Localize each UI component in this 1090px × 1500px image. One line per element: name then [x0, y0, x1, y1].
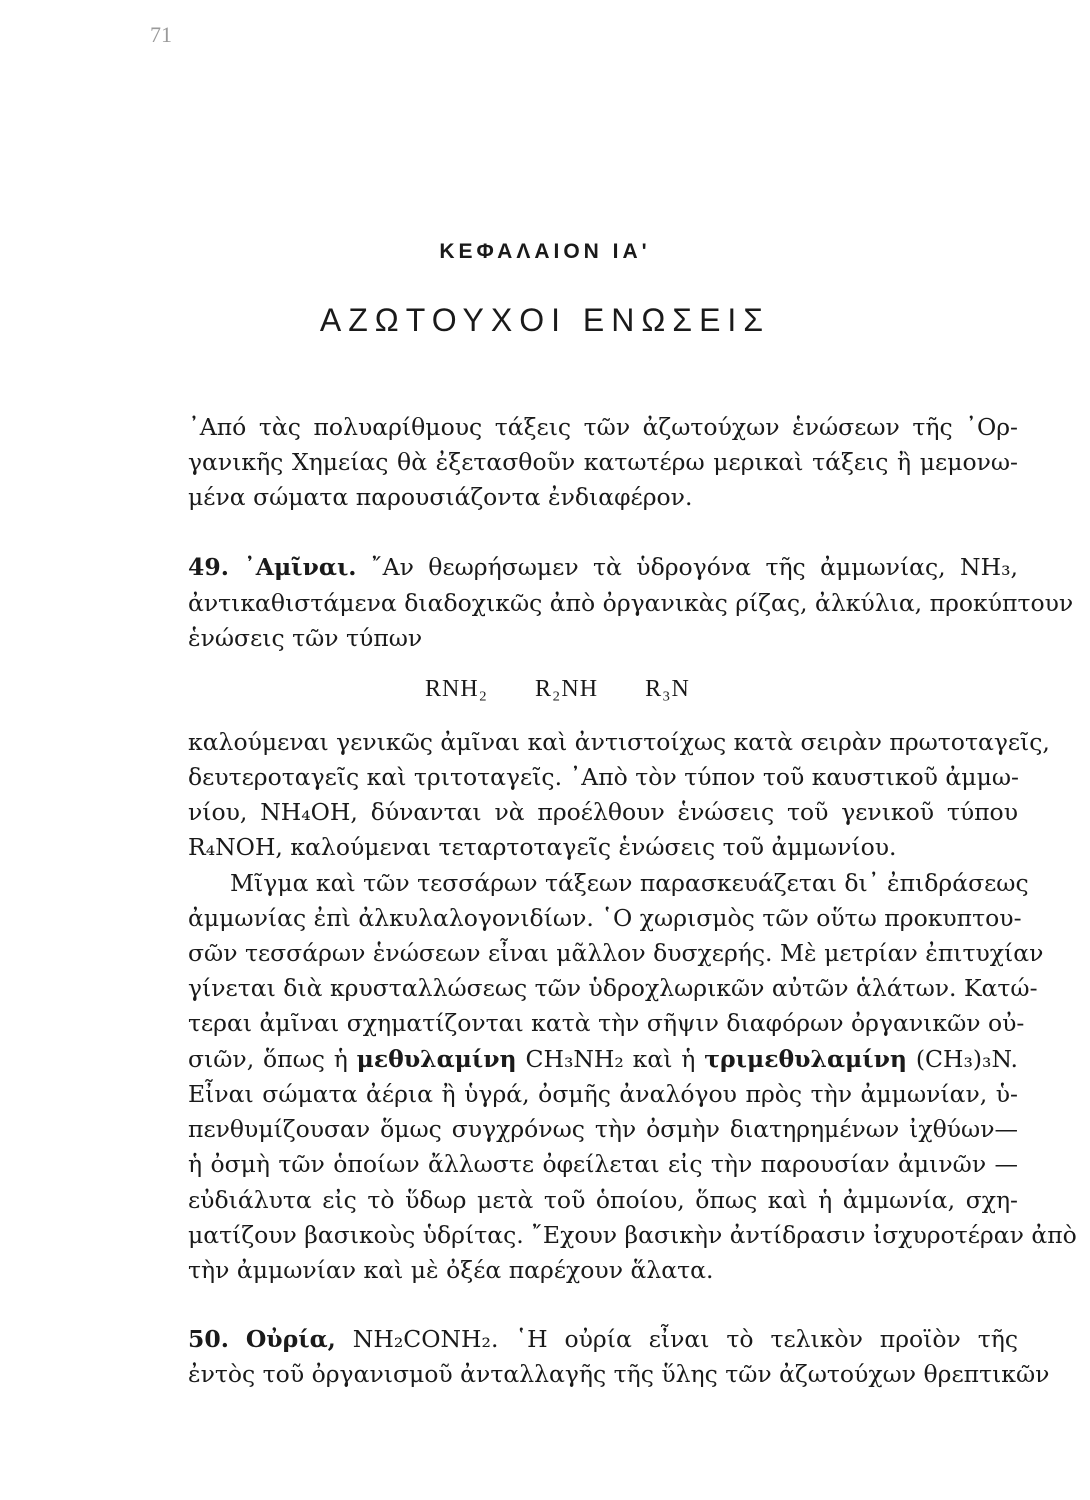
formula-secondary-amine: R₂NH [535, 676, 599, 702]
intro-line-3: μένα σώματα παρουσιάζοντα ἐνδιαφέρον. [188, 483, 693, 511]
formula-methylamine: CH₃NH₂ καὶ ἡ [516, 1045, 705, 1073]
chapter-title: ΑΖΩΤΟΥΧΟΙ ΕΝΩΣΕΙΣ [319, 302, 771, 338]
section-49-line-6: νίου, NH₄OH, δύνανται νὰ προέλθουν ἑνώσεις τοῦ γενικοῦ τύπου [188, 798, 1018, 826]
section-49-line-16: ἡ ὀσμὴ τῶν ὁποίων ἄλλωστε ὀφείλεται εἰς τὴν παρουσίαν ἀμινῶν — [188, 1150, 1018, 1178]
section-49-line-10: σῶν τεσσάρων ἑνώσεων εἶναι μᾶλλον δυσχερής. Μὲ μετρίαν ἐπιτυχίαν [188, 939, 1044, 967]
section-49-title: 49. ᾿Αμῖναι. [188, 553, 357, 581]
section-49-heading-line [188, 550, 1018, 585]
term-trimethylamine: τριμεθυλαμίνη [704, 1045, 907, 1073]
formula-trimethylamine: (CH₃)₃N. [907, 1045, 1019, 1073]
formula-tertiary-amine: R₃N [645, 676, 690, 702]
section-49-line-2: ἀντικαθιστάμενα διαδοχικῶς ἀπὸ ὀργανικὰς ρίζας, ἀλκύλια, προκύπτουν [188, 589, 1074, 617]
section-49-line-14: Εἶναι σώματα ἀέρια ἢ ὑγρά, ὀσμῆς ἀναλόγου πρὸς τὴν ἀμμωνίαν, ὑ- [188, 1080, 1018, 1108]
amine-formulas [425, 672, 730, 707]
intro-line-1: ᾿Από τὰς πολυαρίθμους τάξεις τῶν ἀζωτούχων ἑνώσεων τῆς ᾿Ορ- [188, 413, 1018, 441]
chapter-heading: ΚΕΦΑΛΑΙΟΝ ΙΑ' [439, 240, 651, 263]
intro-line-2: γανικῆς Χημείας θὰ ἐξετασθοῦν κατωτέρω μερικαὶ τάξεις ἢ μεμονω- [188, 448, 1018, 476]
section-50-number: 50. [188, 1325, 229, 1353]
page-number: 71 [150, 22, 172, 47]
formula-primary-amine: RNH₂ [425, 676, 489, 702]
section-49-line-9: ἀμμωνίας ἐπὶ ἀλκυλαλογονιδίων. ῾Ο χωρισμὸς τῶν οὕτω προκυπτου- [188, 904, 1022, 932]
section-49-line-13 [188, 1042, 1018, 1077]
line-13-start: σιῶν, ὅπως ἡ [188, 1045, 357, 1073]
section-49-line-8: Μῖγμα καὶ τῶν τεσσάρων τάξεων παρασκευάζεται δι᾿ ἐπιδράσεως [230, 869, 1029, 897]
section-49-line-15: πενθυμίζουσαν ὅμως συγχρόνως τὴν ὀσμὴν διατηρημένων ἰχθύων— [188, 1115, 1018, 1143]
section-49-line-18: ματίζουν βασικοὺς ὑδρίτας. ῎Εχουν βασικὴν ἀντίδρασιν ἰσχυροτέραν ἀπὸ [188, 1221, 1077, 1249]
section-49-line-12: τεραι ἀμῖναι σχηματίζονται κατὰ τὴν σῆψιν διαφόρων ὀργανικῶν οὐ- [188, 1009, 1025, 1037]
section-50-heading-line [188, 1322, 1018, 1357]
section-49-line-3: ἑνώσεις τῶν τύπων [188, 624, 423, 652]
term-methylamine: μεθυλαμίνη [356, 1045, 517, 1073]
section-49-line-5: δευτεροταγεῖς καὶ τριτοταγεῖς. ᾿Απὸ τὸν τύπον τοῦ καυστικοῦ ἀμμω- [188, 763, 1019, 791]
section-49-line-1-rest: ῎Αν θεωρήσωμεν τὰ ὑδρογόνα τῆς ἀμμωνίας, NH₃, [370, 553, 1018, 581]
section-49-line-17: εὐδιάλυτα εἰς τὸ ὕδωρ μετὰ τοῦ ὁποίου, ὅπως καὶ ἡ ἀμμωνία, σχη- [188, 1186, 1018, 1214]
section-50-term: Οὐρία, [245, 1325, 336, 1353]
section-49-line-19: τὴν ἀμμωνίαν καὶ μὲ ὀξέα παρέχουν ἅλατα. [188, 1256, 714, 1284]
section-49-line-4: καλούμεναι γενικῶς ἀμῖναι καὶ ἀντιστοίχως κατὰ σειρὰν πρωτοταγεῖς, [188, 728, 1050, 756]
section-50-line-2: ἐντὸς τοῦ ὀργανισμοῦ ἀνταλλαγῆς τῆς ὕλης τῶν ἀζωτούχων θρεπτικῶν [188, 1360, 1050, 1388]
section-49-line-7: R₄NOH, καλούμεναι τεταρτοταγεῖς ἑνώσεις τοῦ ἀμμωνίου. [188, 833, 897, 861]
section-50-line-1-rest: NH₂CONH₂. ῾Η οὐρία εἶναι τὸ τελικὸν προϊὸν τῆς [335, 1325, 1018, 1353]
section-49-line-11: γίνεται διὰ κρυσταλλώσεως τῶν ὑδροχλωρικῶν αὐτῶν ἁλάτων. Κατώ- [188, 974, 1038, 1002]
